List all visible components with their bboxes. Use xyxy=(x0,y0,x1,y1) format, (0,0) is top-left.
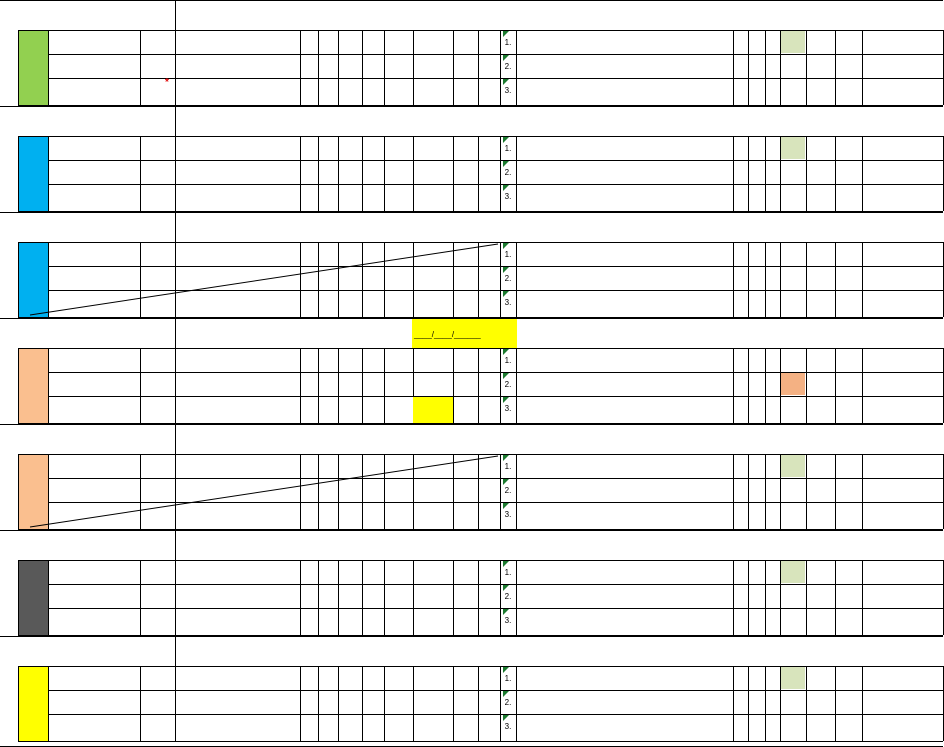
item-index: 2. xyxy=(504,380,512,389)
grid-vline xyxy=(300,666,301,741)
item-index: 2. xyxy=(504,274,512,283)
grid-vline xyxy=(18,666,19,741)
grid-hline xyxy=(48,584,943,585)
grid-hline xyxy=(18,741,943,742)
grid-vline xyxy=(413,560,414,635)
item-index: 2. xyxy=(504,62,512,71)
grid-vline xyxy=(478,666,479,741)
grid-vline xyxy=(748,560,749,635)
comment-marker xyxy=(503,715,509,721)
grid-vline xyxy=(413,666,414,741)
grid-vline xyxy=(175,636,176,666)
grid-hline xyxy=(0,636,943,637)
item-index: 3. xyxy=(504,510,512,519)
item-index: 1. xyxy=(504,462,512,471)
grid-vline xyxy=(835,560,836,635)
grid-hline xyxy=(48,608,943,609)
item-index: 2. xyxy=(504,168,512,177)
note-star: * xyxy=(165,77,169,88)
item-index: 2. xyxy=(504,486,512,495)
item-index: 3. xyxy=(504,404,512,413)
grid-vline xyxy=(48,560,49,635)
grid-vline xyxy=(835,666,836,741)
grid-vline xyxy=(175,666,176,741)
grid-vline xyxy=(478,560,479,635)
grid-vline xyxy=(140,560,141,635)
dose-badge xyxy=(781,667,805,689)
grid-vline xyxy=(733,666,734,741)
grid-vline xyxy=(862,666,863,741)
patient-color-swatch xyxy=(18,667,48,741)
comment-marker xyxy=(503,609,509,615)
grid-vline xyxy=(765,666,766,741)
grid-vline xyxy=(733,560,734,635)
grid-vline xyxy=(300,560,301,635)
item-index: 3. xyxy=(504,192,512,201)
grid-vline xyxy=(338,666,339,741)
item-index: 3. xyxy=(504,298,512,307)
grid-vline xyxy=(318,560,319,635)
grid-vline xyxy=(516,666,517,741)
grid-vline xyxy=(500,666,501,741)
item-index: 3. xyxy=(504,616,512,625)
grid-vline xyxy=(140,666,141,741)
item-index: 1. xyxy=(504,250,512,259)
item-index: 2. xyxy=(504,698,512,707)
grid-hline xyxy=(0,530,943,531)
comment-marker xyxy=(503,561,509,567)
grid-vline xyxy=(384,666,385,741)
hb-date-field[interactable]: ____/____/______ xyxy=(414,330,481,339)
grid-vline xyxy=(18,560,19,635)
grid-vline xyxy=(362,666,363,741)
grid-vline xyxy=(500,560,501,635)
grid-vline xyxy=(516,560,517,635)
comment-marker xyxy=(503,691,509,697)
grid-vline xyxy=(862,560,863,635)
item-index: 1. xyxy=(504,356,512,365)
grid-vline xyxy=(338,560,339,635)
grid-vline xyxy=(48,666,49,741)
grid-vline xyxy=(318,666,319,741)
grid-vline xyxy=(453,666,454,741)
grid-hline xyxy=(48,714,943,715)
patient-color-swatch xyxy=(18,561,48,635)
grid-vline xyxy=(175,560,176,635)
item-index: 2. xyxy=(504,592,512,601)
item-index: 1. xyxy=(504,568,512,577)
grid-vline xyxy=(765,560,766,635)
comment-marker xyxy=(503,585,509,591)
item-index: 3. xyxy=(504,722,512,731)
grid-vline xyxy=(384,560,385,635)
item-index: 1. xyxy=(504,674,512,683)
grid-vline xyxy=(748,666,749,741)
dose-badge xyxy=(781,561,805,583)
item-index: 1. xyxy=(504,144,512,153)
item-index: 1. xyxy=(504,38,512,47)
comment-marker xyxy=(503,667,509,673)
grid-hline xyxy=(48,690,943,691)
grid-vline xyxy=(362,560,363,635)
grid-vline xyxy=(806,560,807,635)
item-index: 3. xyxy=(504,86,512,95)
grid-vline xyxy=(806,666,807,741)
grid-vline xyxy=(175,530,176,560)
grid-vline xyxy=(453,560,454,635)
